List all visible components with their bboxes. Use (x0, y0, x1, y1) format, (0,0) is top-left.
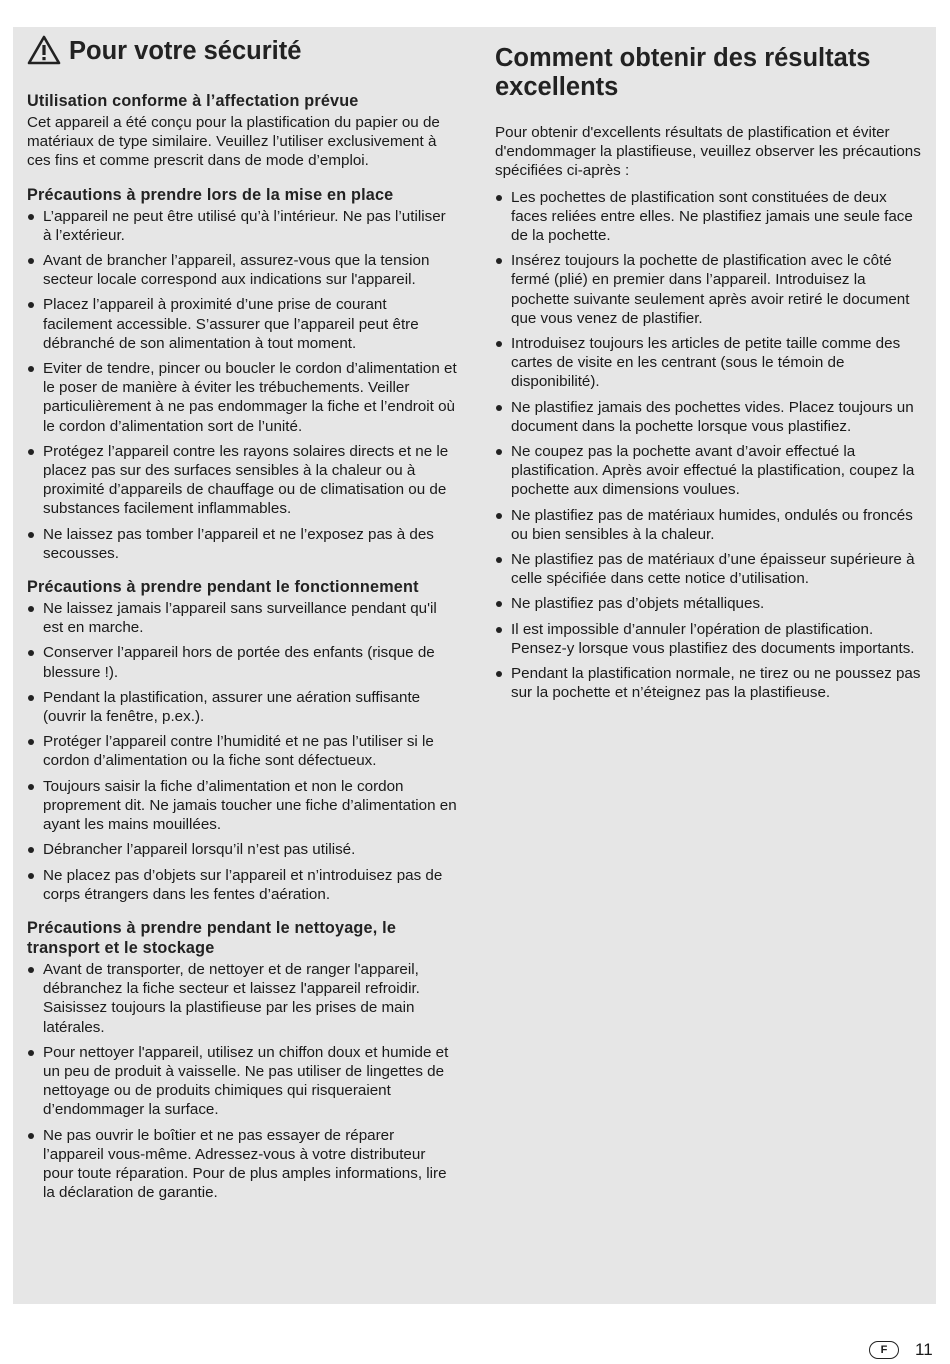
list-item: Débrancher l’appareil lorsqu’il n’est pas utilisé. (27, 840, 457, 859)
bullet-list (495, 188, 925, 703)
page-number: 11 (915, 1340, 933, 1359)
list-item: Eviter de tendre, pincer ou boucler le cordon d’alimentation et le poser de manière à éviter les trébuchements. Veiller particulièrement à ne pas endommager la fiche et l’endroit où le cordon d’alimentation sort de l’unité. (27, 359, 457, 436)
list-item: Ne placez pas d’objets sur l’appareil et n’introduisez pas de corps étrangers dans les fentes d’aération. (27, 866, 457, 904)
list-item: Toujours saisir la fiche d’alimentation et non le cordon proprement dit. Ne jamais toucher une fiche d’alimentation en ayant les mains mouillées. (27, 777, 457, 835)
safety-column (27, 27, 457, 1208)
list-item: Pour nettoyer l'appareil, utilisez un chiffon doux et humide et un peu de produit à vaisselle. Ne pas utiliser de lingettes de nettoyage ou de produits chimiques qui risqueraient d’endommager la surface. (27, 1043, 457, 1120)
section-operation (27, 577, 457, 904)
bullet-list (27, 599, 457, 904)
language-badge: F (869, 1341, 899, 1359)
list-item: Introduisez toujours les articles de petite taille comme des cartes de visite en les centrant (sous le témoin de disponibilité). (495, 334, 925, 392)
list-item: Ne plastifiez jamais des pochettes vides. Placez toujours un document dans la pochette lorsque vous plastifiez. (495, 398, 925, 436)
list-item: Pendant la plastification normale, ne tirez ou ne poussez pas sur la pochette et n’éteignez pas la plastifieuse. (495, 664, 925, 702)
section-cleaning (27, 918, 457, 1202)
bullet-list (27, 207, 457, 563)
list-item: Ne coupez pas la pochette avant d’avoir effectué la plastification. Après avoir effectué la plastification, coupez la pochette aux dimensions voulues. (495, 442, 925, 500)
warning-triangle-icon (27, 35, 61, 65)
list-item: Conserver l’appareil hors de portée des enfants (risque de blessure !). (27, 643, 457, 681)
list-item: Ne pas ouvrir le boîtier et ne pas essayer de réparer l’appareil vous-même. Adressez-vous à votre distributeur pour toute réparation. Pour de plus amples informations, lire la déclaration de garantie. (27, 1126, 457, 1203)
list-item: Avant de brancher l’appareil, assurez-vous que la tension secteur locale correspond aux indications sur l'appareil. (27, 251, 457, 289)
section-heading: Précautions à prendre pendant le fonctionnement (27, 578, 419, 597)
results-column (495, 27, 925, 708)
safety-title (27, 37, 457, 67)
list-item: Ne laissez jamais l’appareil sans surveillance pendant qu'il est en marche. (27, 599, 457, 637)
list-item: Placez l’appareil à proximité d’une prise de courant facilement accessible. S’assurer que l’appareil peut être débranché de son alimentation à tout moment. (27, 295, 457, 353)
section-intended-use (27, 91, 457, 171)
list-item: Les pochettes de plastification sont constituées de deux faces reliées entre elles. Ne plastifiez jamais une seule face de la pochette. (495, 188, 925, 246)
list-item: Ne laissez pas tomber l’appareil et ne l’exposez pas à des secousses. (27, 525, 457, 563)
page-footer (869, 1340, 933, 1360)
section-installation (27, 185, 457, 563)
section-heading: Précautions à prendre lors de la mise en place (27, 185, 394, 204)
list-item: Pendant la plastification, assurer une aération suffisante (ouvrir la fenêtre, p.ex.). (27, 688, 457, 726)
list-item: Ne plastifiez pas de matériaux d’une épaisseur supérieure à celle spécifiée dans cette notice d’utilisation. (495, 550, 925, 588)
list-item: Avant de transporter, de nettoyer et de ranger l'appareil, débranchez la fiche secteur et laissez l'appareil refroidir. Saisissez toujours la plastifieuse par les prises de main latérales. (27, 960, 457, 1037)
safety-title-text: Pour votre sécurité (69, 37, 302, 65)
list-item: Protéger l’appareil contre l’humidité et ne pas l’utiliser si le cordon d’alimentation ou la fiche sont défectueux. (27, 732, 457, 770)
list-item: Ne plastifiez pas de matériaux humides, ondulés ou froncés ou bien sensibles à la chaleur. (495, 506, 925, 544)
list-item: Il est impossible d’annuler l’opération de plastification. Pensez-y lorsque vous plastifiez des documents importants. (495, 620, 925, 658)
list-item: Ne plastifiez pas d’objets métalliques. (495, 594, 925, 613)
bullet-list (27, 960, 457, 1202)
list-item: L’appareil ne peut être utilisé qu’à l’intérieur. Ne pas l’utiliser à l’extérieur. (27, 207, 457, 245)
list-item: Protégez l’appareil contre les rayons solaires directs et ne le placez pas sur des surfaces sensibles à la chaleur ou à proximité d’appareils de chauffage ou de climatisation ou de substances facilement inflammables. (27, 442, 457, 519)
list-item: Insérez toujours la pochette de plastification avec le côté fermé (plié) en premier dans l’appareil. Introduisez la pochette suivante seulement après avoir retiré le document que vous venez de plastifier. (495, 251, 925, 328)
results-title: Comment obtenir des résultats excellents (495, 44, 871, 101)
section-paragraph: Cet appareil a été conçu pour la plastification du papier ou de matériaux de type similaire. Veuillez l’utiliser exclusivement à ces fins et comme prescrit dans de mode d’emploi. (27, 114, 440, 170)
section-heading: Utilisation conforme à l’affectation prévue (27, 92, 359, 110)
results-intro: Pour obtenir d'excellents résultats de plastification et éviter d'endommager la plastifieuse, veuillez observer les précautions spécifiées ci-après : (495, 124, 921, 180)
content-panel (13, 27, 936, 1304)
section-heading: Précautions à prendre pendant le nettoyage, le transport et le stockage (27, 918, 397, 957)
